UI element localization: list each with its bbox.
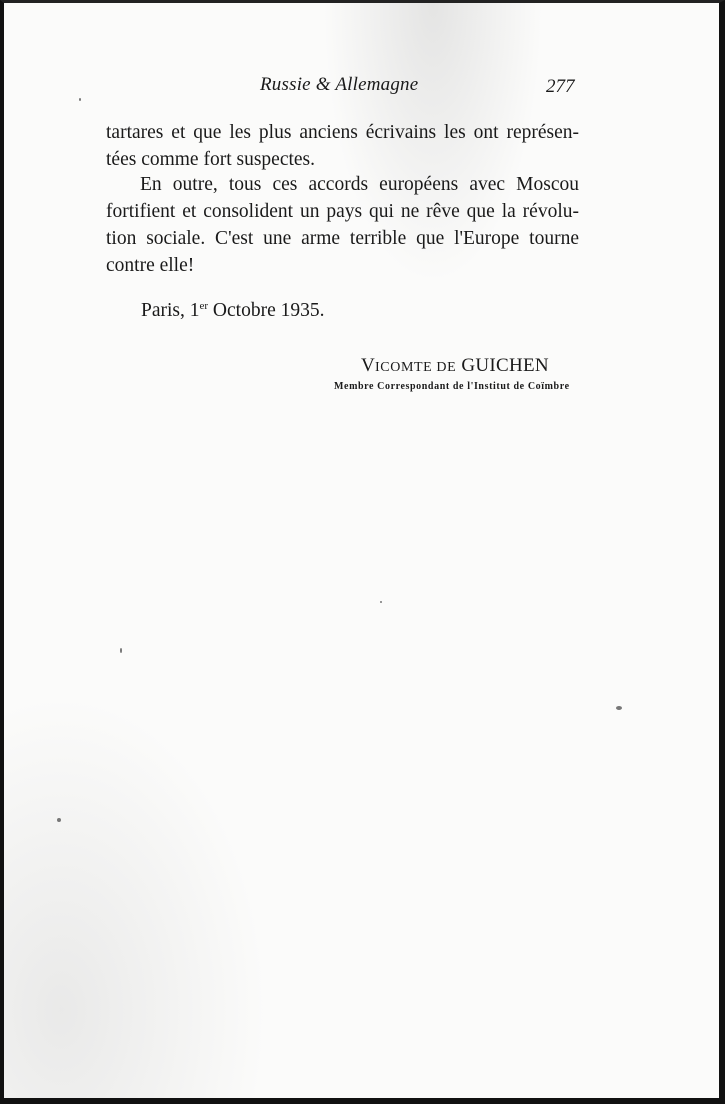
paper-speck	[57, 818, 61, 822]
paragraph-2	[106, 171, 579, 279]
paragraph-2-line-3: tion sociale. C'est une arme terrible que l'Europe tourne	[106, 228, 579, 249]
signature-title-initial: V	[361, 355, 376, 376]
running-head	[4, 74, 725, 98]
dateline-ordinal: er	[199, 300, 209, 312]
signature	[361, 355, 549, 377]
signature-name: GUICHEN	[461, 355, 549, 376]
dateline-city-day: Paris, 1	[141, 300, 200, 321]
dateline-month-year: Octobre 1935.	[208, 300, 325, 321]
paragraph-2-line-2: fortifient et consolident un pays qui ne rêve que la révolu-	[106, 201, 579, 222]
paragraph-1	[106, 119, 579, 173]
paragraph-2-line-1: En outre, tous ces accords européens avec Moscou	[140, 174, 579, 195]
signature-affiliation: Membre Correspondant de l'Institut de Coïmbre	[334, 381, 570, 392]
paper-speck	[616, 706, 622, 710]
paragraph-2-line-4: contre elle!	[106, 255, 195, 276]
paragraph-1-line-2: tées comme fort suspectes.	[106, 149, 316, 170]
paper-speck	[380, 601, 382, 603]
signature-title-smallcaps: ICOMTE DE	[375, 360, 457, 375]
running-title: Russie & Allemagne	[260, 74, 419, 95]
paper-speck	[79, 98, 81, 101]
paper-speck	[120, 648, 122, 653]
paragraph-1-line-1: tartares et que les plus anciens écrivains les ont représen-	[106, 122, 579, 143]
page-number: 277	[546, 76, 575, 97]
dateline	[141, 300, 324, 322]
